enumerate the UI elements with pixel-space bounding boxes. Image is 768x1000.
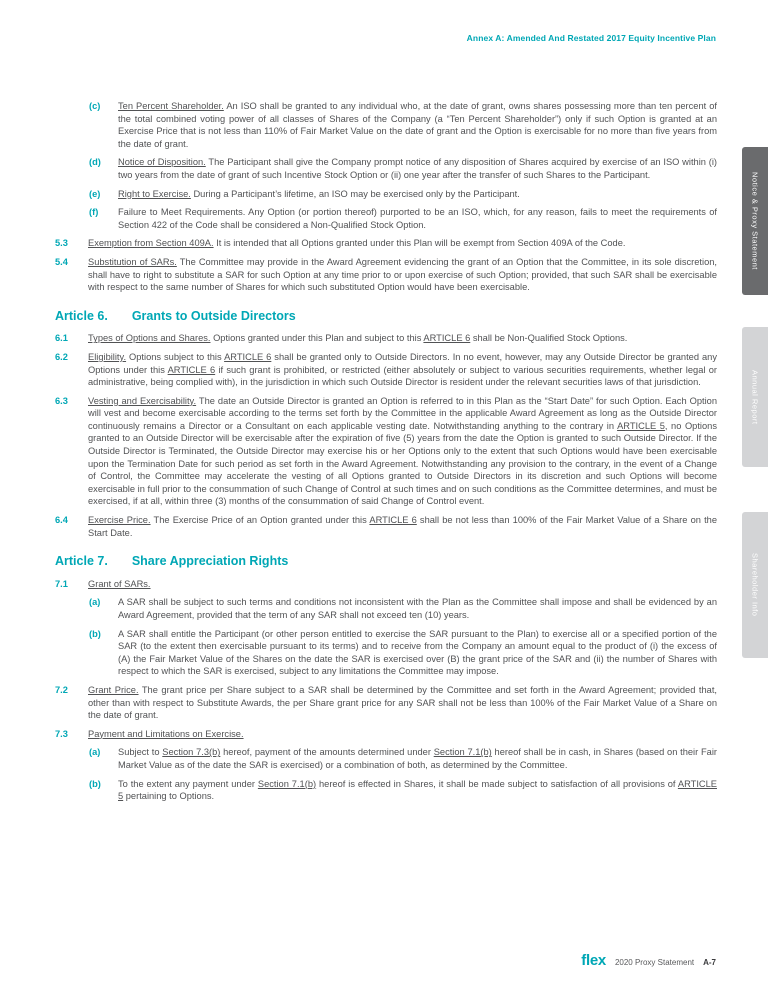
item-text: Types of Options and Shares. Options granted under this Plan and subject to this ARTICLE 6 shall be Non-Qualified Stock Options.: [88, 333, 628, 344]
page-footer: [581, 952, 716, 969]
section-item: [55, 684, 717, 722]
footer-document-label: 2020 Proxy Statement: [614, 958, 695, 967]
document-content: [55, 100, 717, 809]
annex-header-title: Annex A: Amended And Restated 2017 Equity Incentive Plan: [466, 33, 716, 43]
item-text: Substitution of SARs. The Committee may provide in the Award Agreement evidencing the grant of an Option that the Committee, in its sole discretion, shall have to right to substitute a SAR for such Option at any time prior to or upon exercise of such Option; provided, that such SAR shall be exercisable with respect to the same number of Shares for which such substituted Option would have been exercisable.: [88, 256, 718, 293]
item-text: A SAR shall be subject to such terms and conditions not inconsistent with the Plan as the Committee shall impose and shall be evidenced by an Award Agreement, provided that the term of any SAR shall not exceed ten (10) years.: [118, 597, 717, 620]
item-marker: 5.4: [55, 256, 68, 267]
side-tab-shareholder-info[interactable]: Shareholder Info: [742, 512, 768, 658]
underlined-text: ARTICLE 6: [224, 351, 272, 362]
underlined-text: ARTICLE 6: [423, 333, 471, 344]
item-text: Right to Exercise. During a Participant’s lifetime, an ISO may be exercised only by the Participant.: [118, 188, 520, 199]
underlined-text: Grant Price.: [88, 684, 139, 695]
footer-page-number: A-7: [703, 958, 716, 967]
underlined-text: Exercise Price.: [88, 515, 151, 526]
underlined-text: Section 7.1(b): [433, 747, 492, 758]
item-marker: 7.2: [55, 684, 68, 695]
section-item: [55, 332, 717, 345]
item-text: [88, 578, 717, 591]
underlined-text: ARTICLE 5: [118, 778, 717, 802]
underlined-text: Substitution of SARs.: [88, 256, 177, 267]
clause-item: [89, 156, 717, 181]
item-text: Grant Price. The grant price per Share subject to a SAR shall be determined by the Committee and set forth in the Award Agreement; provided that, other than with respect to Substitute Awards, the per Share grant price for any SAR shall not be less than 100% of the Fair Market Value of a Share on the date of grant.: [88, 684, 717, 721]
clause-item: [89, 746, 717, 771]
item-text: Failure to Meet Requirements. Any Option (or portion thereof) purported to be an ISO, which, for any reason, fails to meet the requirements of Section 422 of the Code shall be considered a Non-Qualified Stock Option.: [118, 207, 717, 230]
item-marker: 7.1: [55, 578, 68, 589]
item-text: Notice of Disposition. The Participant shall give the Company prompt notice of any disposition of Shares acquired by exercise of an ISO within (i) two years from the date of grant of such Incentive Stock Option or (ii) one year after the transfer of such Shares to the Participant.: [118, 157, 717, 180]
clause-item: [89, 188, 717, 201]
article-number: Article 7.: [55, 554, 108, 569]
item-marker: (b): [89, 628, 101, 639]
side-tab-annual-report[interactable]: Annual Report: [742, 327, 768, 467]
underlined-text: Section 7.3(b): [162, 747, 221, 758]
underlined-text: Types of Options and Shares.: [88, 333, 211, 344]
item-text: Eligibility. Options subject to this ARTICLE 6 shall be granted only to Outside Directors. In no event, however, may any Outside Director be granted any Options under this ARTICLE 6 if such grant is prohibited, or restricted (either absolutely or subject to various securities requirements, whether legal or administrative, being complied with), in the jurisdiction in which such Outside Director is resident under the relevant securities laws of that jurisdiction.: [88, 351, 717, 388]
item-marker: (a): [89, 747, 101, 758]
item-text: A SAR shall entitle the Participant (or other person entitled to exercise the SAR pursuant to the Plan) to exercise all or a specified portion of the SAR (to the extent then exercisable pursuant to its terms) and to receive from the Company an amount equal to the product of (i) the excess of (A) the Fair Market Value of the Shares on the date the SAR is exercised over (B) the grant price of the SAR and (ii) the number of Shares with respect to which the SAR is exercised, subject to any limitations the Committee may impose.: [118, 628, 717, 677]
underlined-text: ARTICLE 6: [369, 515, 417, 526]
underlined-text: Ten Percent Shareholder.: [118, 101, 224, 111]
underlined-text: ARTICLE 5: [617, 420, 665, 431]
underlined-text: Right to Exercise.: [118, 188, 191, 199]
clause-item: [89, 206, 717, 231]
item-marker: 6.3: [55, 395, 68, 406]
item-text: Subject to Section 7.3(b) hereof, payment of the amounts determined under Section 7.1(b) hereof shall be in cash, in Shares (based on their Fair Market Value as of the date the SAR is exercised) or a combination of both, as determined by the Committee.: [118, 747, 717, 770]
flex-logo: flex: [581, 952, 606, 969]
clause-item: [89, 628, 717, 678]
underlined-text: Section 7.1(b): [257, 778, 317, 789]
item-marker: 6.1: [55, 333, 68, 344]
underlined-text: Notice of Disposition.: [118, 157, 206, 168]
section-item: [55, 237, 717, 250]
underlined-text: ARTICLE 6: [167, 364, 216, 375]
item-marker: (a): [89, 597, 101, 608]
section-item: [55, 728, 717, 741]
item-marker: 6.4: [55, 515, 68, 526]
section-item: [55, 395, 717, 508]
section-item: [55, 578, 717, 591]
item-marker: (f): [89, 207, 99, 218]
item-marker: 5.3: [55, 238, 68, 249]
item-marker: (c): [89, 101, 101, 111]
item-marker: (e): [89, 188, 101, 199]
article-heading: [55, 555, 717, 568]
item-text: To the extent any payment under Section 7.1(b) hereof is effected in Shares, it shall be made subject to satisfaction of all provisions of ARTICLE 5 pertaining to Options.: [118, 778, 717, 802]
underlined-text: Grant of SARs.: [88, 578, 151, 589]
article-number: Article 6.: [55, 308, 108, 323]
item-text: Exemption from Section 409A. It is intended that all Options granted under this Plan will be exempt from Section 409A of the Code.: [88, 238, 626, 249]
item-marker: 6.2: [55, 351, 68, 362]
section-item: [55, 351, 717, 389]
item-text: Ten Percent Shareholder. An ISO shall be granted to any individual who, at the date of grant, owns shares possessing more than ten percent of the total combined voting power of all classes of Shares of the Company (a “Ten Percent Shareholder”) only if such Option is granted at an Exercise Price that is not less than 110% of Fair Market Value on the date of grant and the Option is exercisable for no more than five years from the date of grant.: [118, 101, 717, 149]
clause-item: [89, 100, 717, 150]
underlined-text: Eligibility.: [88, 351, 127, 362]
item-marker: (b): [89, 778, 101, 789]
item-text: [88, 728, 717, 741]
item-marker: 7.3: [55, 728, 68, 739]
article-heading: [55, 310, 717, 323]
section-item: [55, 514, 717, 539]
side-tab-notice-proxy-statement[interactable]: Notice & Proxy Statement: [742, 147, 768, 295]
article-title: Grants to Outside Directors: [131, 308, 296, 323]
item-text: Exercise Price. The Exercise Price of an Option granted under this ARTICLE 6 shall be not less than 100% of the Fair Market Value of a Share on the Start Date.: [88, 515, 717, 538]
item-text: Vesting and Exercisability. The date an Outside Director is granted an Option is referred to in this Plan as the “Start Date” for such Option. Each Option will vest and become exercisable according to the terms set forth by the Committee in the applicable Award Agreement as long as the Outside Director continuously remains a Director or a Consultant on each applicable vesting date. Notwithstanding anything to the contrary in ARTICLE 5, no Options granted to an Outside Director will be exercisable after the expiration of five (5) years from the date the Option is granted to such Outside Director. If the Outside Director is Terminated, the Outside Director may exercise his or her Options only to the extent that such Options would have been exercisable upon the Termination Date for such period as set forth in the Award Agreement. Notwithstanding any provision to the contrary, in the event of a Change of Control, the Committee may accelerate the vesting of all Options granted to Outside Directors in its discretion and such Options will become exercisable in full prior to the consummation of such Change of Control at such times and on such conditions as the Committee determines, and must be exercised, if at all, within three (3) months of the consummation of said Change of Control event.: [88, 395, 717, 507]
underlined-text: Vesting and Exercisability.: [88, 395, 197, 406]
clause-item: [89, 778, 717, 803]
underlined-text: Payment and Limitations on Exercise.: [88, 728, 244, 739]
section-item: [55, 256, 717, 294]
article-title: Share Appreciation Rights: [131, 554, 289, 569]
clause-item: [89, 596, 717, 621]
underlined-text: Exemption from Section 409A.: [88, 238, 214, 249]
item-marker: (d): [89, 157, 101, 168]
